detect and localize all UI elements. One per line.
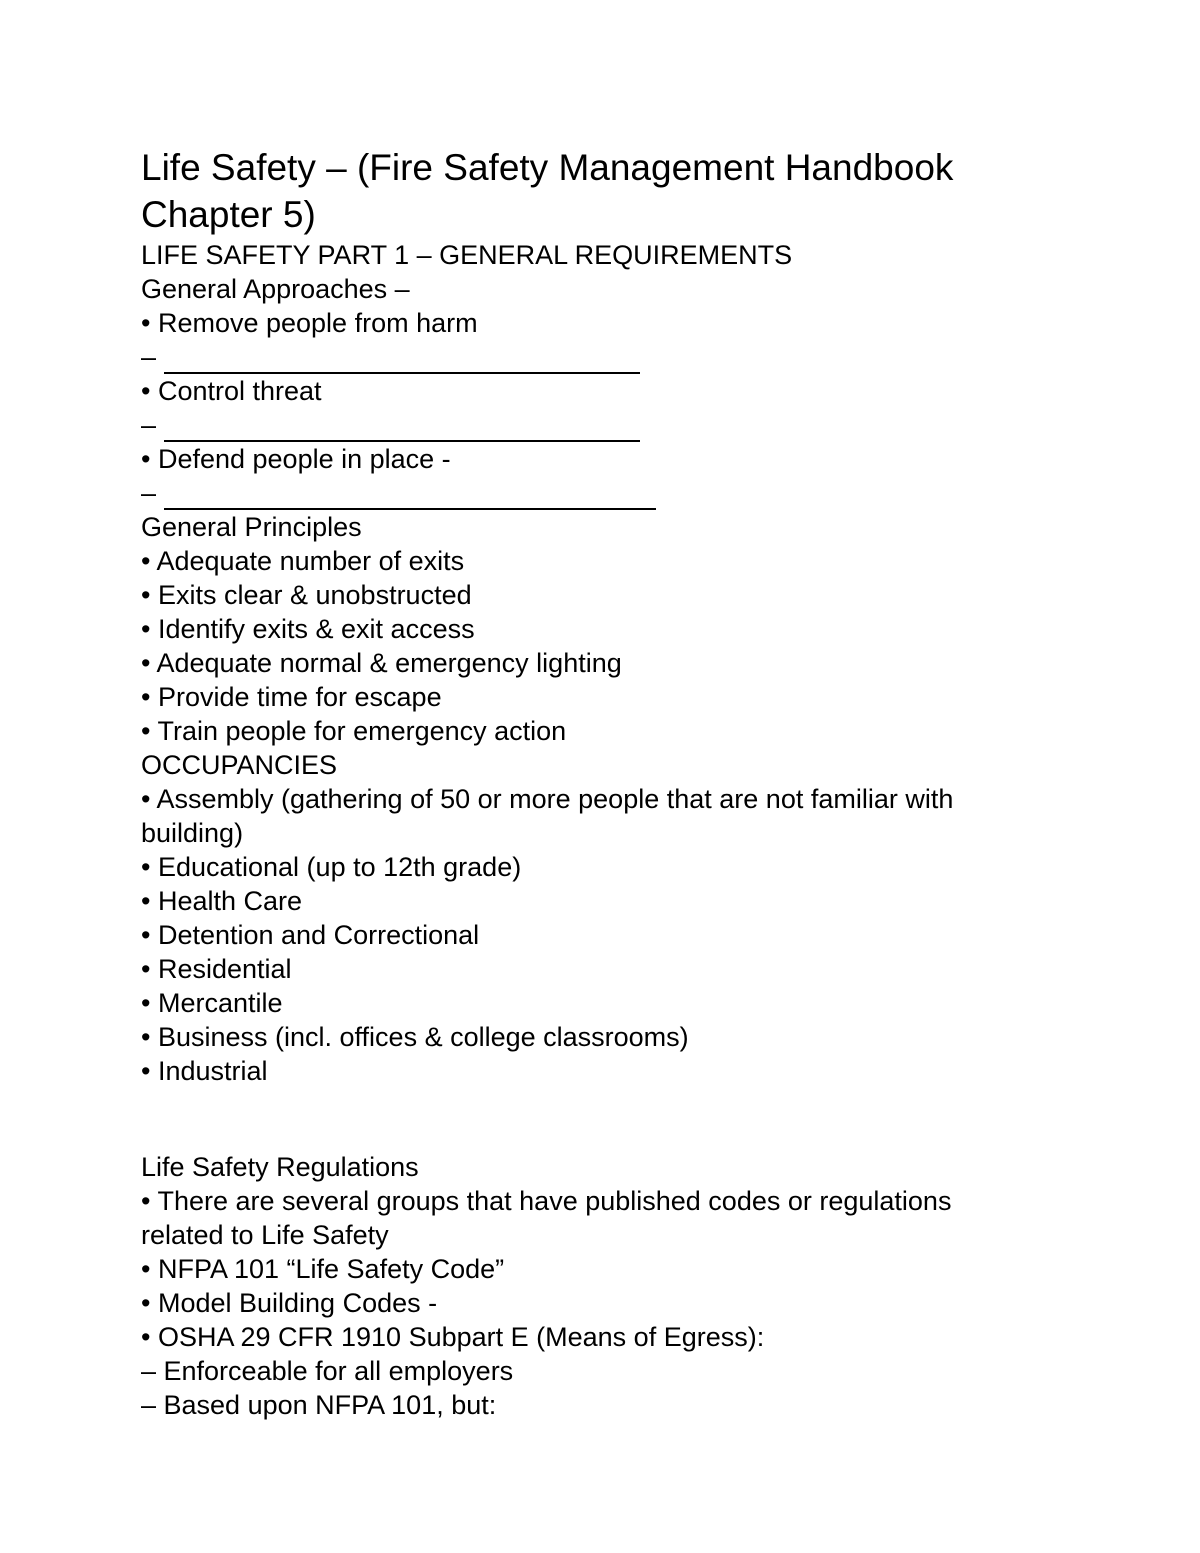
fill-in-blank: [141, 476, 1041, 510]
dash: –: [141, 342, 157, 372]
dash: –: [141, 410, 157, 440]
document-title: Life Safety – (Fire Safety Management Handbook Chapter 5): [141, 147, 954, 235]
occupancy-item: • Industrial: [141, 1056, 268, 1086]
principle-item: • Train people for emergency action: [141, 716, 567, 746]
occupancies-heading: OCCUPANCIES: [141, 750, 338, 780]
approaches-heading: General Approaches –: [141, 274, 410, 304]
principle-item: • Exits clear & unobstructed: [141, 580, 472, 610]
part-heading: LIFE SAFETY PART 1 – GENERAL REQUIREMENTS: [141, 240, 793, 270]
regulation-subitem: – Enforceable for all employers: [141, 1356, 514, 1386]
occupancy-item: • Business (incl. offices & college classrooms): [141, 1022, 689, 1052]
regulations-heading: Life Safety Regulations: [141, 1152, 419, 1182]
blank-underline: [164, 484, 656, 510]
approach-item: • Remove people from harm: [141, 308, 478, 338]
principle-item: • Provide time for escape: [141, 682, 442, 712]
section-spacer: [141, 1088, 1041, 1150]
regulation-item: • Model Building Codes -: [141, 1288, 438, 1318]
blank-underline: [164, 416, 640, 442]
fill-in-blank: [141, 340, 1041, 374]
approach-item: • Control threat: [141, 376, 322, 406]
regulation-item: • There are several groups that have published codes or regulations related to Life Safety: [141, 1186, 952, 1250]
document-content: [141, 144, 1041, 1422]
dash: –: [141, 478, 157, 508]
occupancy-item: • Assembly (gathering of 50 or more people that are not familiar with building): [141, 784, 954, 848]
occupancy-item: • Health Care: [141, 886, 303, 916]
principle-item: • Identify exits & exit access: [141, 614, 475, 644]
regulation-item: • OSHA 29 CFR 1910 Subpart E (Means of Egress):: [141, 1322, 765, 1352]
principles-heading: General Principles: [141, 512, 362, 542]
occupancy-item: • Educational (up to 12th grade): [141, 852, 522, 882]
blank-underline: [164, 348, 640, 374]
regulation-subitem: – Based upon NFPA 101, but:: [141, 1390, 497, 1420]
occupancy-item: • Residential: [141, 954, 292, 984]
occupancy-item: • Mercantile: [141, 988, 283, 1018]
occupancy-item: • Detention and Correctional: [141, 920, 480, 950]
regulation-item: • NFPA 101 “Life Safety Code”: [141, 1254, 505, 1284]
principle-item: • Adequate normal & emergency lighting: [141, 648, 622, 678]
fill-in-blank: [141, 408, 1041, 442]
principle-item: • Adequate number of exits: [141, 546, 465, 576]
approach-item: • Defend people in place -: [141, 444, 451, 474]
